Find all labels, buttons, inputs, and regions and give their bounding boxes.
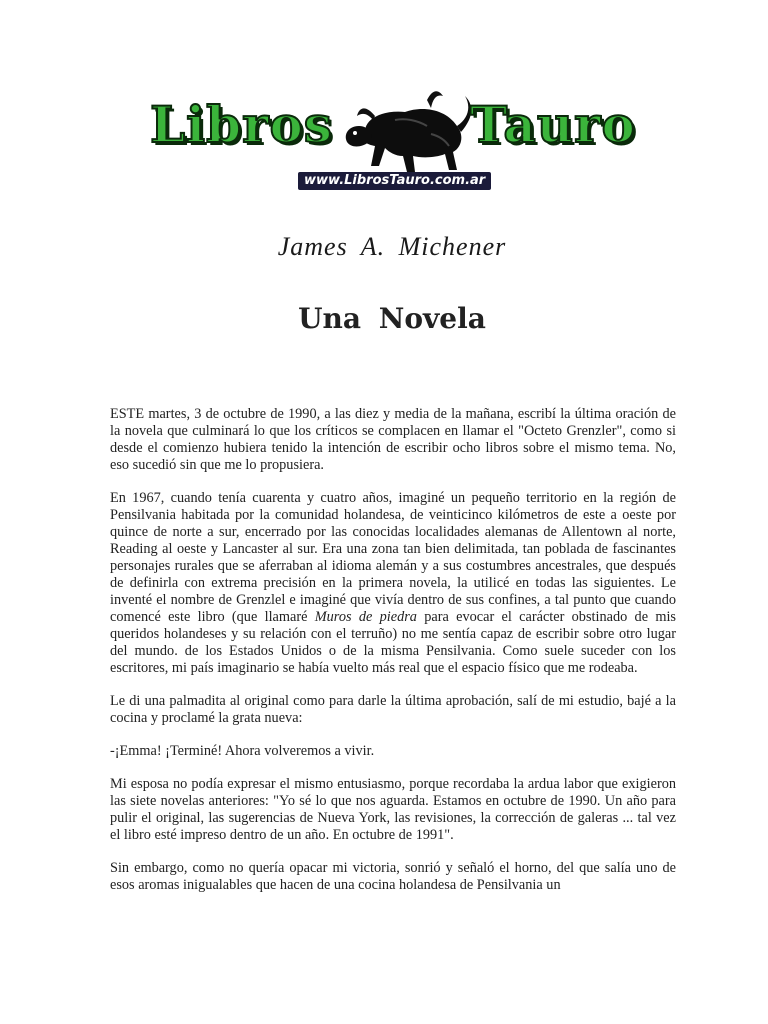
logo-url[interactable]: www.LibrosTauro.com.ar bbox=[298, 172, 491, 190]
paragraph-2 bbox=[110, 490, 676, 677]
paragraph-2-italic-title: Muros de piedra bbox=[314, 609, 417, 625]
bull-icon bbox=[335, 86, 475, 178]
logo-word-libros: Libros bbox=[150, 95, 333, 154]
paragraph-5: Mi esposa no podía expresar el mismo entusiasmo, porque recordaba la ardua labor que exigieron las siete novelas anteriores: "Yo sé lo que nos aguarda. Estamos en octubre de 1990. Un año para pulir el original, las sugerencias de Nueva York, las revisiones, la corrección de galeras ... tal vez el libro esté impreso dentro de un año. En octubre de 1991". bbox=[110, 776, 676, 843]
document-body bbox=[110, 406, 676, 910]
book-title: Una Novela bbox=[298, 302, 486, 335]
libros-tauro-logo bbox=[140, 86, 640, 194]
paragraph-2-part-1: En 1967, cuando tenía cuarenta y cuatro años, imaginé un pequeño territorio en la región de Pensilvania habitada por la comunidad holandesa, de veinticinco kilómetros de este a oeste por quince de norte a sur, encerrado por las conocidas localidades alemanas de Allentown al norte, Reading al oeste y Lancaster al sur. Era una zona tan bien delimitada, tan poblada de fascinantes personajes rurales que se aferraban al idioma alemán y a sus costumbres ancestrales, que después de definirla con extrema precisión en la primera novela, la utilicé en todas las siguientes. Le inventé el nombre de Grenzlel e imaginé que vivía dentro de sus confines, a tal punto que cuando comencé este libro (que llamaré bbox=[110, 490, 676, 625]
paragraph-1: ESTE martes, 3 de octubre de 1990, a las diez y media de la mañana, escribí la última oración de la novela que culminará lo que los críticos se complacen en llamar el "Octeto Grenzler", como si desde el comienzo hubiera tenido la intención de escribir ocho libros sobre el mismo tema. No, eso sucedió sin que me lo propusiera. bbox=[110, 406, 676, 473]
paragraph-2-part-2: para evocar el carácter obstinado de mis queridos holandeses y su relación con el terruño) no me sentía capaz de escribir sobre otro lugar del mundo. de los Estados Unidos o de la misma Pensilvania. Como suele suceder con los escritores, mi país imaginario se había vuelto más real que el espacio físico que me rodeaba. bbox=[110, 609, 676, 676]
paragraph-3: Le di una palmadita al original como para darle la última aprobación, salí de mi estudio, bajé a la cocina y proclamé la grata nueva: bbox=[110, 693, 676, 726]
logo-word-tauro: Tauro bbox=[470, 95, 636, 154]
paragraph-6: Sin embargo, como no quería opacar mi victoria, sonrió y señaló el horno, del que salía uno de esos aromas inigualables que hacen de una cocina holandesa de Pensilvania un bbox=[110, 860, 676, 893]
author-name: James A. Michener bbox=[277, 232, 507, 261]
paragraph-4: -¡Emma! ¡Terminé! Ahora volveremos a vivir. bbox=[110, 743, 375, 759]
